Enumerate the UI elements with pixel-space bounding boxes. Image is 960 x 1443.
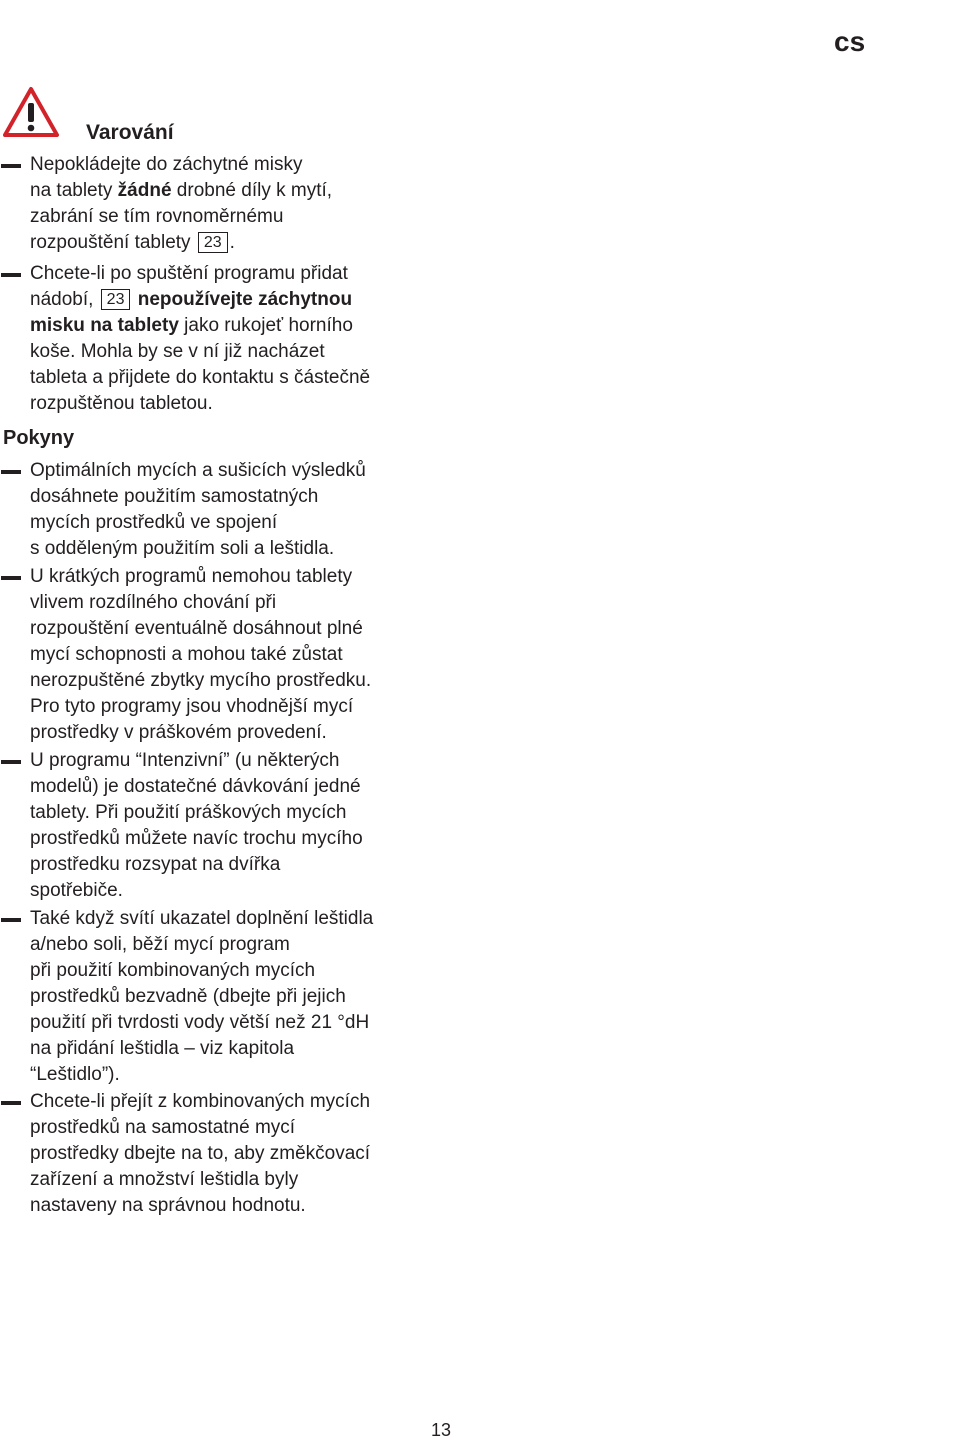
- text-line: [30, 313, 440, 339]
- text-line: [30, 800, 440, 826]
- text-line: [30, 510, 440, 536]
- text-line: [30, 826, 440, 852]
- notes-bullet-3: [0, 748, 440, 904]
- text-span: Chcete-li po spuštění programu přidat: [30, 263, 348, 284]
- emphasis-text: misku na tablety: [30, 315, 179, 336]
- text-line: [30, 852, 440, 878]
- text-line: [30, 178, 440, 204]
- text-line: [30, 1036, 440, 1062]
- text-line: [30, 774, 440, 800]
- bullet-text: [30, 261, 440, 417]
- text-span: tableta a přijdete do kontaktu s částečně: [30, 367, 371, 388]
- text-line: [30, 932, 440, 958]
- text-line: [30, 261, 440, 287]
- text-span: spotřebiče.: [30, 880, 123, 901]
- text-span: prostředky dbejte na to, aby změkčovací: [30, 1143, 371, 1164]
- text-span: prostředky v práškovém provedení.: [30, 722, 327, 743]
- text-line: [30, 878, 440, 904]
- dash-bullet-icon: [1, 1101, 21, 1105]
- text-span: nádobí,: [30, 289, 99, 310]
- text-span: Také když svítí ukazatel doplnění leštidla: [30, 908, 374, 929]
- text-span: rozpouštění tablety: [30, 232, 196, 253]
- text-span: Chcete-li přejít z kombinovaných mycích: [30, 1091, 371, 1112]
- bullet-text: [30, 1089, 440, 1219]
- page-number: 13: [431, 1420, 452, 1440]
- text-line: [30, 230, 440, 256]
- text-span: U programu “Intenzivní” (u některých: [30, 750, 340, 771]
- text-line: [30, 1115, 440, 1141]
- text-span: rozpuštěnou tabletou.: [30, 393, 213, 414]
- text-span: Nepokládejte do záchytné misky: [30, 154, 303, 175]
- dash-bullet-icon: [1, 164, 21, 168]
- text-span: Pro tyto programy jsou vhodnější mycí: [30, 696, 354, 717]
- text-line: [30, 564, 440, 590]
- text-span: tablety. Při použití práškových mycích: [30, 802, 347, 823]
- text-span: drobné díly k mytí,: [171, 180, 333, 201]
- text-line: [30, 694, 440, 720]
- text-line: [30, 1141, 440, 1167]
- dash-bullet-icon: [1, 576, 21, 580]
- text-line: [30, 668, 440, 694]
- text-span: zabrání se tím rovnoměrnému: [30, 206, 284, 227]
- text-line: [30, 204, 440, 230]
- bullet-text: [30, 458, 440, 562]
- text-span: Optimálních mycích a sušicích výsledků: [30, 460, 366, 481]
- text-line: [30, 536, 440, 562]
- dash-bullet-icon: [1, 918, 21, 922]
- text-line: [30, 642, 440, 668]
- text-span: prostředků bezvadně (dbejte při jejich: [30, 986, 346, 1007]
- dash-bullet-icon: [1, 760, 21, 764]
- bullet-text: [30, 152, 440, 256]
- text-span: prostředků na samostatné mycí: [30, 1117, 296, 1138]
- text-span: mycích prostředků ve spojení: [30, 512, 278, 533]
- text-span: .: [229, 232, 235, 253]
- text-line: [30, 287, 440, 313]
- bullet-text: [30, 564, 440, 746]
- emphasis-text: žádné: [117, 180, 172, 201]
- notes-bullet-4: [0, 906, 440, 1088]
- warning-bullet-2: [0, 261, 440, 417]
- text-span: vlivem rozdílného chování při: [30, 592, 277, 613]
- text-line: [30, 1167, 440, 1193]
- warning-title: Varování: [86, 121, 174, 144]
- text-line: [30, 1062, 440, 1088]
- text-span: na přidání leštidla – viz kapitola: [30, 1038, 295, 1059]
- text-line: [30, 339, 440, 365]
- text-line: [30, 1089, 440, 1115]
- text-line: [30, 906, 440, 932]
- text-line: [30, 365, 440, 391]
- part-reference-box: 23: [101, 289, 131, 310]
- warning-bullet-1: [0, 152, 440, 256]
- dash-bullet-icon: [1, 273, 21, 277]
- text-span: prostředku rozsypat na dvířka: [30, 854, 281, 875]
- bullet-text: [30, 748, 440, 904]
- text-span: při použití kombinovaných mycích: [30, 960, 316, 981]
- bullet-text: [30, 906, 440, 1088]
- text-line: [30, 590, 440, 616]
- text-span: jako rukojeť horního: [178, 315, 353, 336]
- text-line: [30, 748, 440, 774]
- text-span: prostředků můžete navíc trochu mycího: [30, 828, 363, 849]
- text-line: [30, 391, 440, 417]
- text-span: a/nebo soli, běží mycí program: [30, 934, 290, 955]
- language-code: cs: [834, 26, 866, 57]
- notes-bullet-1: [0, 458, 440, 562]
- text-span: rozpouštění eventuálně dosáhnout plné: [30, 618, 363, 639]
- text-span: zařízení a množství leštidla byly: [30, 1169, 299, 1190]
- notes-title: Pokyny: [3, 427, 75, 449]
- text-span: koše. Mohla by se v ní již nacházet: [30, 341, 325, 362]
- text-line: [30, 458, 440, 484]
- text-line: [30, 616, 440, 642]
- text-line: [30, 484, 440, 510]
- text-span: “Leštidlo”).: [30, 1064, 120, 1085]
- dash-bullet-icon: [1, 470, 21, 474]
- text-span: dosáhnete použitím samostatných: [30, 486, 319, 507]
- emphasis-text: nepoužívejte záchytnou: [137, 289, 353, 310]
- text-span: nastaveny na správnou hodnotu.: [30, 1195, 306, 1216]
- text-span: s odděleným použitím soli a leštidla.: [30, 538, 335, 559]
- text-line: [30, 1010, 440, 1036]
- text-span: na tablety: [30, 180, 118, 201]
- text-line: [30, 1193, 440, 1219]
- notes-bullet-2: [0, 564, 440, 746]
- text-span: U krátkých programů nemohou tablety: [30, 566, 353, 587]
- notes-bullet-5: [0, 1089, 440, 1219]
- part-reference-box: 23: [198, 232, 228, 253]
- text-span: mycí schopnosti a mohou také zůstat: [30, 644, 343, 665]
- text-span: použití při tvrdosti vody větší než 21 °dH: [30, 1012, 370, 1033]
- text-line: [30, 984, 440, 1010]
- text-line: [30, 958, 440, 984]
- text-line: [30, 152, 440, 178]
- warning-triangle-icon: [2, 86, 60, 138]
- text-span: modelů) je dostatečné dávkování jedné: [30, 776, 361, 797]
- text-line: [30, 720, 440, 746]
- text-span: nerozpuštěné zbytky mycího prostředku.: [30, 670, 372, 691]
